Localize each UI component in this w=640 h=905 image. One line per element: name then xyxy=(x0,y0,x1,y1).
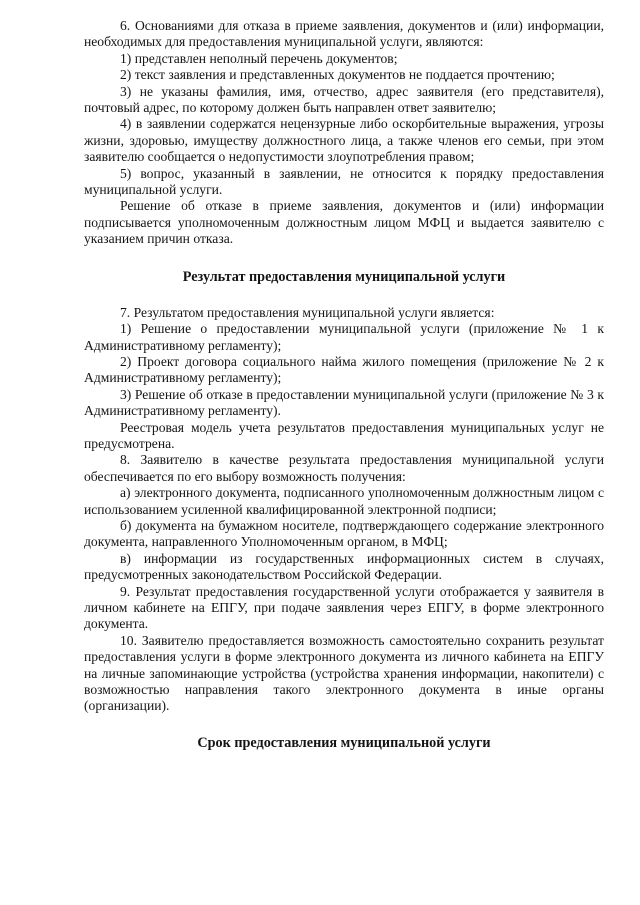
option-a: а) электронного документа, подписанного уполномоченным должностным лицом с использованием усиленной квалифицированной электронной подписи; xyxy=(84,485,604,517)
paragraph-10-save: 10. Заявителю предоставляется возможность самостоятельно сохранить результат предоставления услуги в форме электронного документа из личного кабинета на ЕПГУ на личные запоминающие устройства (устройства хранения информации, накопители) с возможностью направления такого электронного документа в иные органы (организации). xyxy=(84,632,604,714)
result-item-1: 1) Решение о предоставлении муниципальной услуги (приложение № 1 к Административному регламенту); xyxy=(84,321,604,353)
paragraph-9-epgu: 9. Результат предоставления государственной услуги отображается у заявителя в личном кабинете на ЕПГУ, при подаче заявления через ЕПГУ, в форме электронного документа. xyxy=(84,583,604,632)
section-heading-result: Результат предоставления муниципальной услуги xyxy=(182,268,506,285)
result-item-3: 3) Решение об отказе в предоставлении муниципальной услуги (приложение № 3 к Административному регламенту). xyxy=(84,386,604,419)
paragraph-6-refusal-grounds: 6. Основаниями для отказа в приеме заявления, документов и (или) информации, необходимых для предоставления муниципальной услуги, являются: xyxy=(84,18,604,50)
list-item-1: 1) представлен неполный перечень документов; xyxy=(120,50,398,66)
section-heading-term: Срок предоставления муниципальной услуги xyxy=(197,734,491,751)
list-item-2: 2) текст заявления и представленных документов не поддается прочтению; xyxy=(120,67,555,83)
option-c: в) информации из государственных информационных систем в случаях, предусмотренных законодательством Российской Федерации. xyxy=(84,550,604,583)
list-item-3: 3) не указаны фамилия, имя, отчество, адрес заявителя (его представителя), почтовый адрес, по которому должен быть направлен ответ заявителю; xyxy=(84,83,604,116)
result-item-2: 2) Проект договора социального найма жилого помещения (приложение № 2 к Административному регламенту); xyxy=(84,353,604,386)
paragraph-refusal-decision: Решение об отказе в приеме заявления, документов и (или) информации подписывается уполномоченным должностным лицом МФЦ и выдается заявителю с указанием причин отказа. xyxy=(84,198,604,247)
list-item-4: 4) в заявлении содержатся нецензурные либо оскорбительные выражения, угрозы жизни, здоровью, имуществу должностного лица, а также членов его семьи, при этом заявителю сообщается о недопустимости злоупотребления правом; xyxy=(84,116,604,165)
paragraph-registry-model: Реестровая модель учета результатов предоставления муниципальных услуг не предусмотрена. xyxy=(84,419,604,451)
paragraph-7-result: 7. Результатом предоставления муниципальной услуги является: xyxy=(120,304,495,320)
list-item-5: 5) вопрос, указанный в заявлении, не относится к порядку предоставления муниципальной услуги. xyxy=(84,165,604,198)
option-b: б) документа на бумажном носителе, подтверждающего содержание электронного документа, направленного Уполномоченным органом, в МФЦ; xyxy=(84,517,604,550)
paragraph-8-options: 8. Заявителю в качестве результата предоставления муниципальной услуги обеспечивается по его выбору возможность получения: xyxy=(84,452,604,484)
document-page xyxy=(84,18,604,752)
